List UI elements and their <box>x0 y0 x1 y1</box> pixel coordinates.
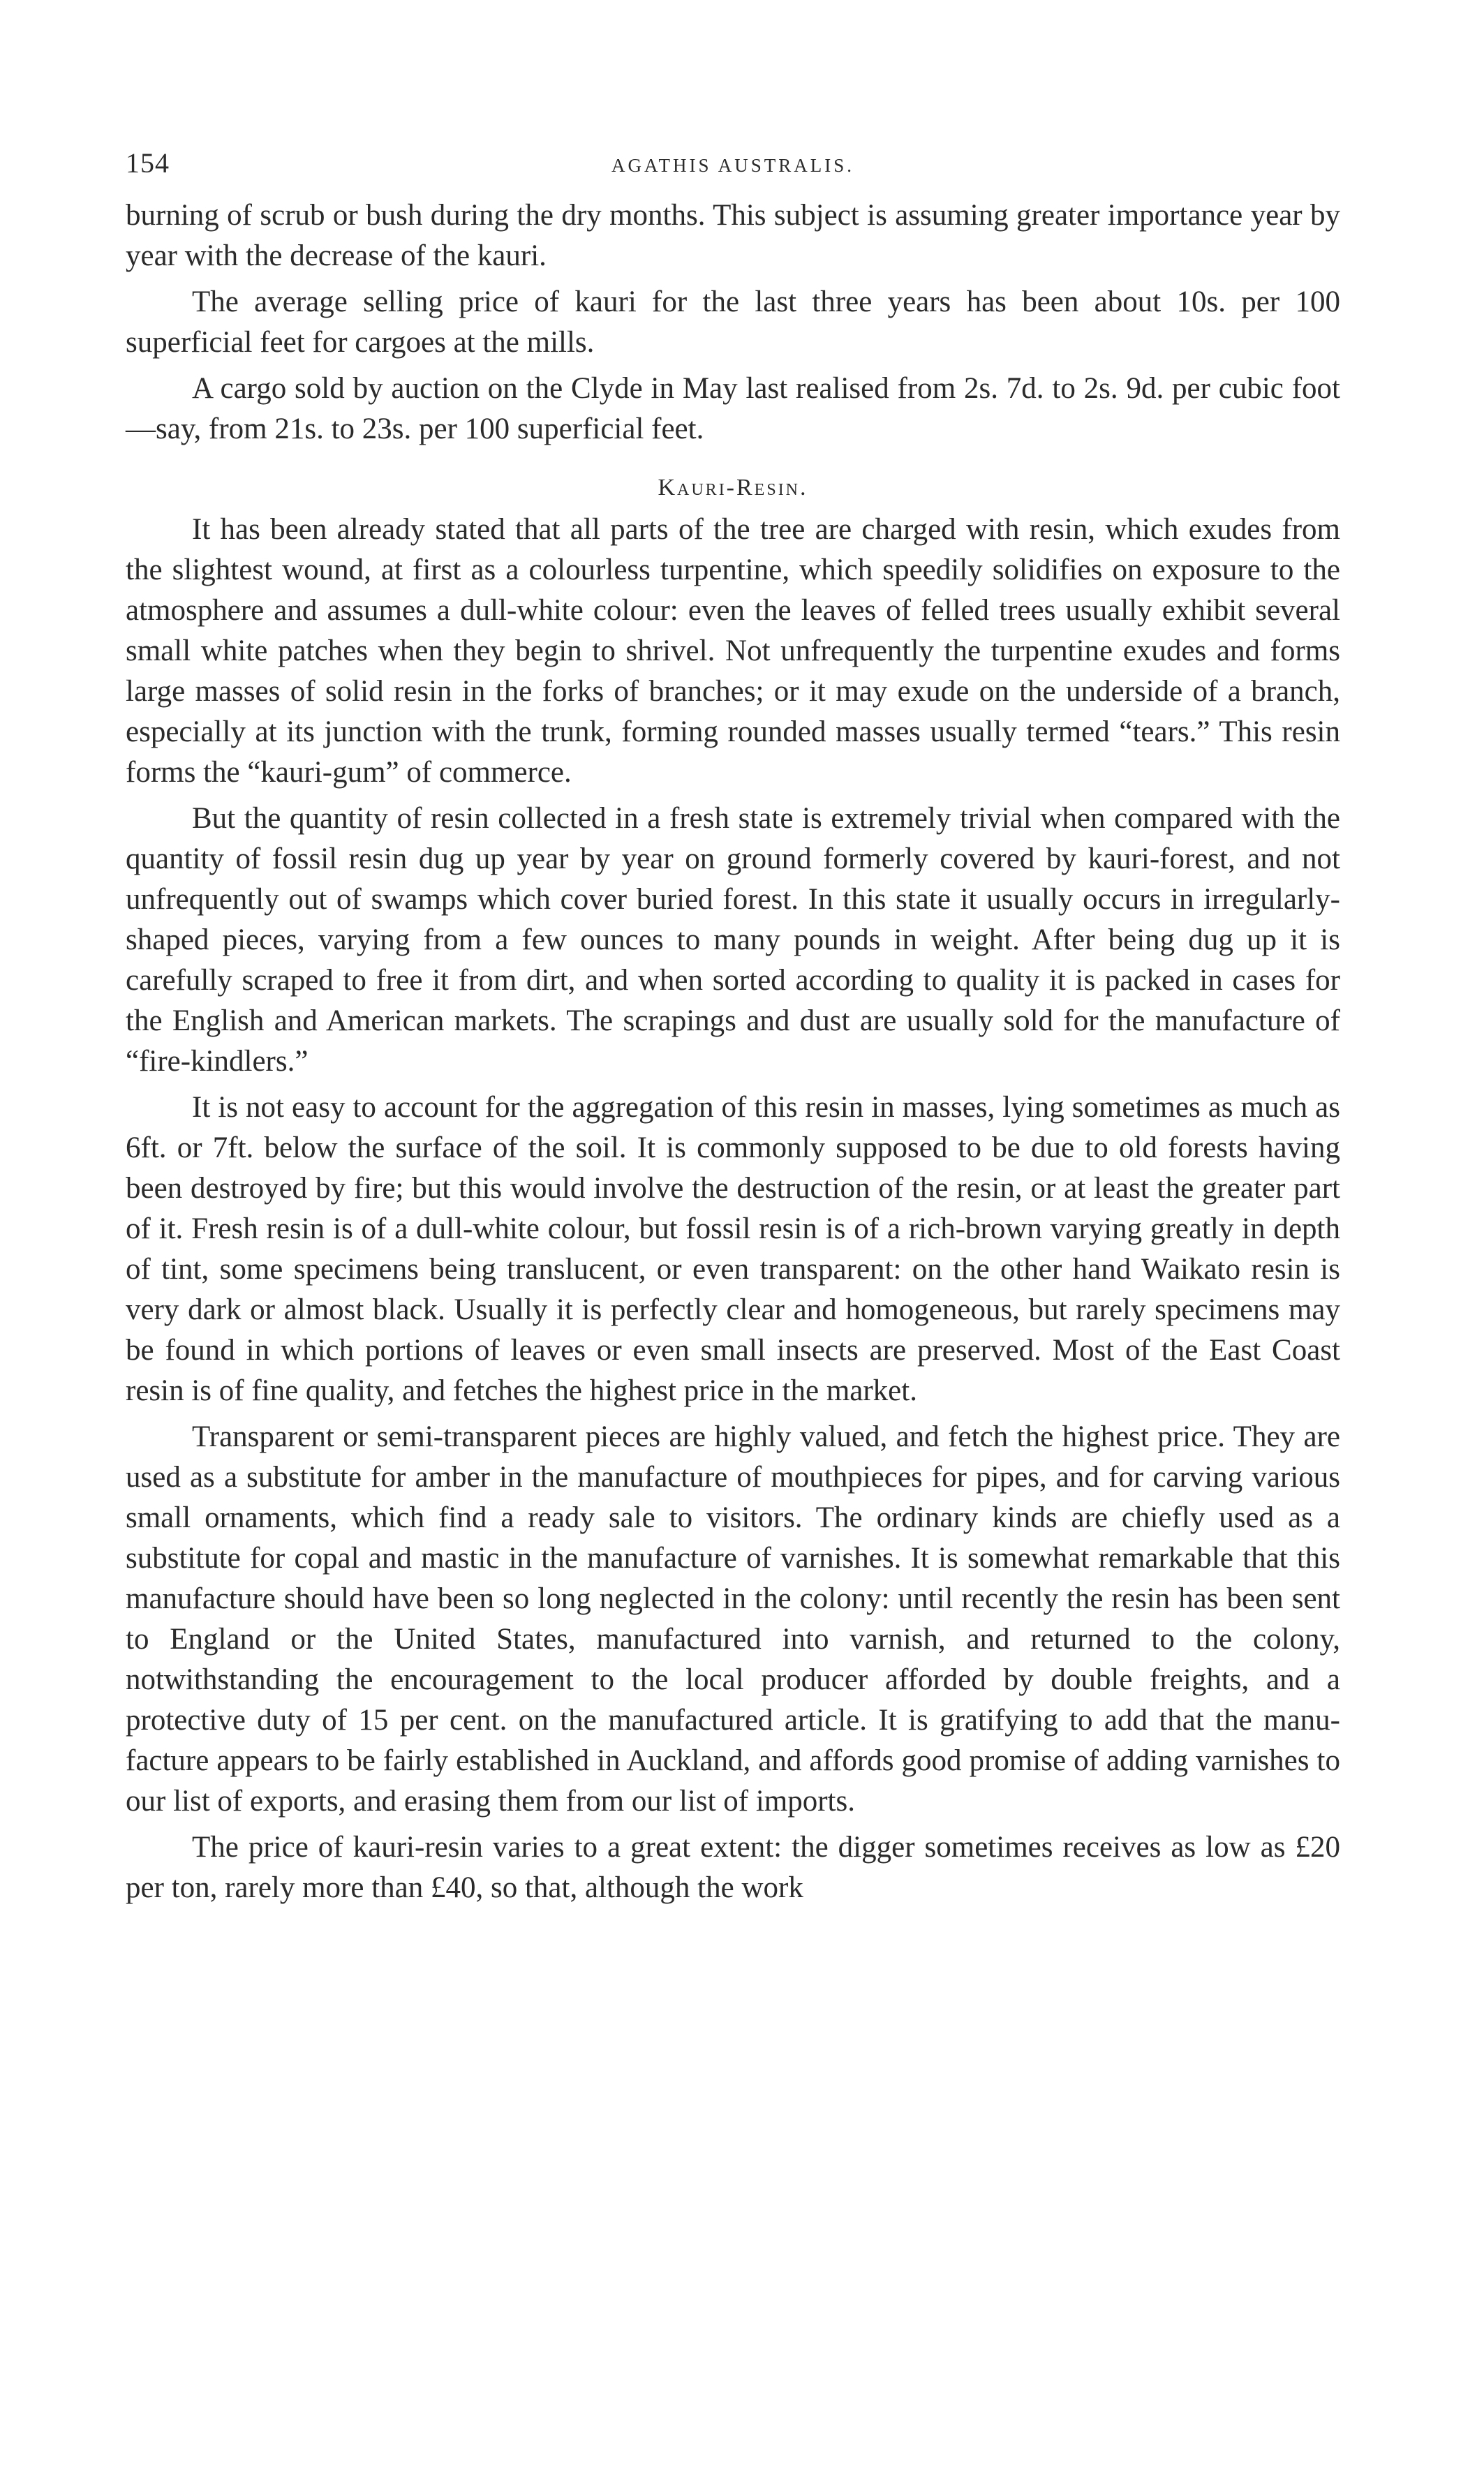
book-page <box>126 147 1340 1908</box>
paragraph: The average selling price of kauri for the last three years has been about 10s. per 100 superficial feet for cargoes at the mills. <box>126 285 1340 359</box>
section-heading: Kauri-Resin. <box>658 475 808 500</box>
running-head <box>126 147 1340 195</box>
paragraph: Transparent or semi-transparent pieces are highly valued, and fetch the highest price. They are used as a substitute for amber in the manufacture of mouthpieces for pipes, and for carving various small ornaments, which find a ready sale to visitors. The ordinary kinds are chiefly used as a substitute for copal and mastic in the manufacture of varnishes. It is somewhat remarkable that this manufacture should have been so long neglected in the colony: until recently the resin has been sent to England or the United States, manufactured into varnish, and returned to the colony, notwithstanding the encouragement to the local producer afforded by double freights, and a protective duty of 15 per cent. on the manufactured article. It is gratifying to add that the manufacture appears to be fairly established in Auckland, and affords good promise of adding varnishes to our list of exports, and erasing them from our list of imports. <box>126 1420 1340 1818</box>
page-number: 154 <box>126 147 170 179</box>
paragraph: It is not easy to account for the aggregation of this resin in masses, lying sometimes as much as 6ft. or 7ft. below the surface of the soil. It is commonly supposed to be due to old forests having been destroyed by fire; but this would involve the destruction of the resin, or at least the greater part of it. Fresh resin is of a dull-white colour, but fossil resin is of a rich-brown varying greatly in depth of tint, some specimens being translucent, or even transparent: on the other hand Waikato resin is very dark or almost black. Usually it is perfectly clear and homogeneous, but rarely specimens may be found in which portions of leaves or even small insects are preserved. Most of the East Coast resin is of fine quality, and fetches the highest price in the market. <box>126 1091 1340 1407</box>
paragraph: The price of kauri-resin varies to a great extent: the digger sometimes receives as low as £20 per ton, rarely more than £40, so that, although the work <box>126 1831 1340 1904</box>
paragraph: But the quantity of resin collected in a fresh state is extremely trivial when compared with the quantity of fossil resin dug up year by year on ground formerly covered by kauri-forest, and not unfrequently out of swamps which cover buried forest. In this state it usually occurs in irregularly-shaped pieces, varying from a few ounces to many pounds in weight. After being dug up it is carefully scraped to free it from dirt, and when sorted according to quality it is packed in cases for the English and American markets. The scrapings and dust are usually sold for the manufacture of “fire-kindlers.” <box>126 802 1340 1078</box>
body-text <box>126 195 1340 1908</box>
paragraph: A cargo sold by auction on the Clyde in May last realised from 2s. 7d. to 2s. 9d. per cubic foot—say, from 21s. to 23s. per 100 superficial feet. <box>126 372 1340 445</box>
paragraph-continued: burning of scrub or bush during the dry months. This subject is assuming greater importance year by year with the decrease of the kauri. <box>126 199 1340 272</box>
running-title: AGATHIS AUSTRALIS. <box>611 155 855 176</box>
paragraph: It has been already stated that all parts of the tree are charged with resin, which exudes from the slightest wound, at first as a colourless turpentine, which speedily solidifies on exposure to the atmosphere and assumes a dull-white colour: even the leaves of felled trees usually exhibit several small white patches when they begin to shrivel. Not unfrequently the turpentine exudes and forms large masses of solid resin in the forks of branches; or it may exude on the underside of a branch, especially at its junction with the trunk, forming rounded masses usually termed “tears.” This resin forms the “kauri-gum” of commerce. <box>126 513 1340 789</box>
